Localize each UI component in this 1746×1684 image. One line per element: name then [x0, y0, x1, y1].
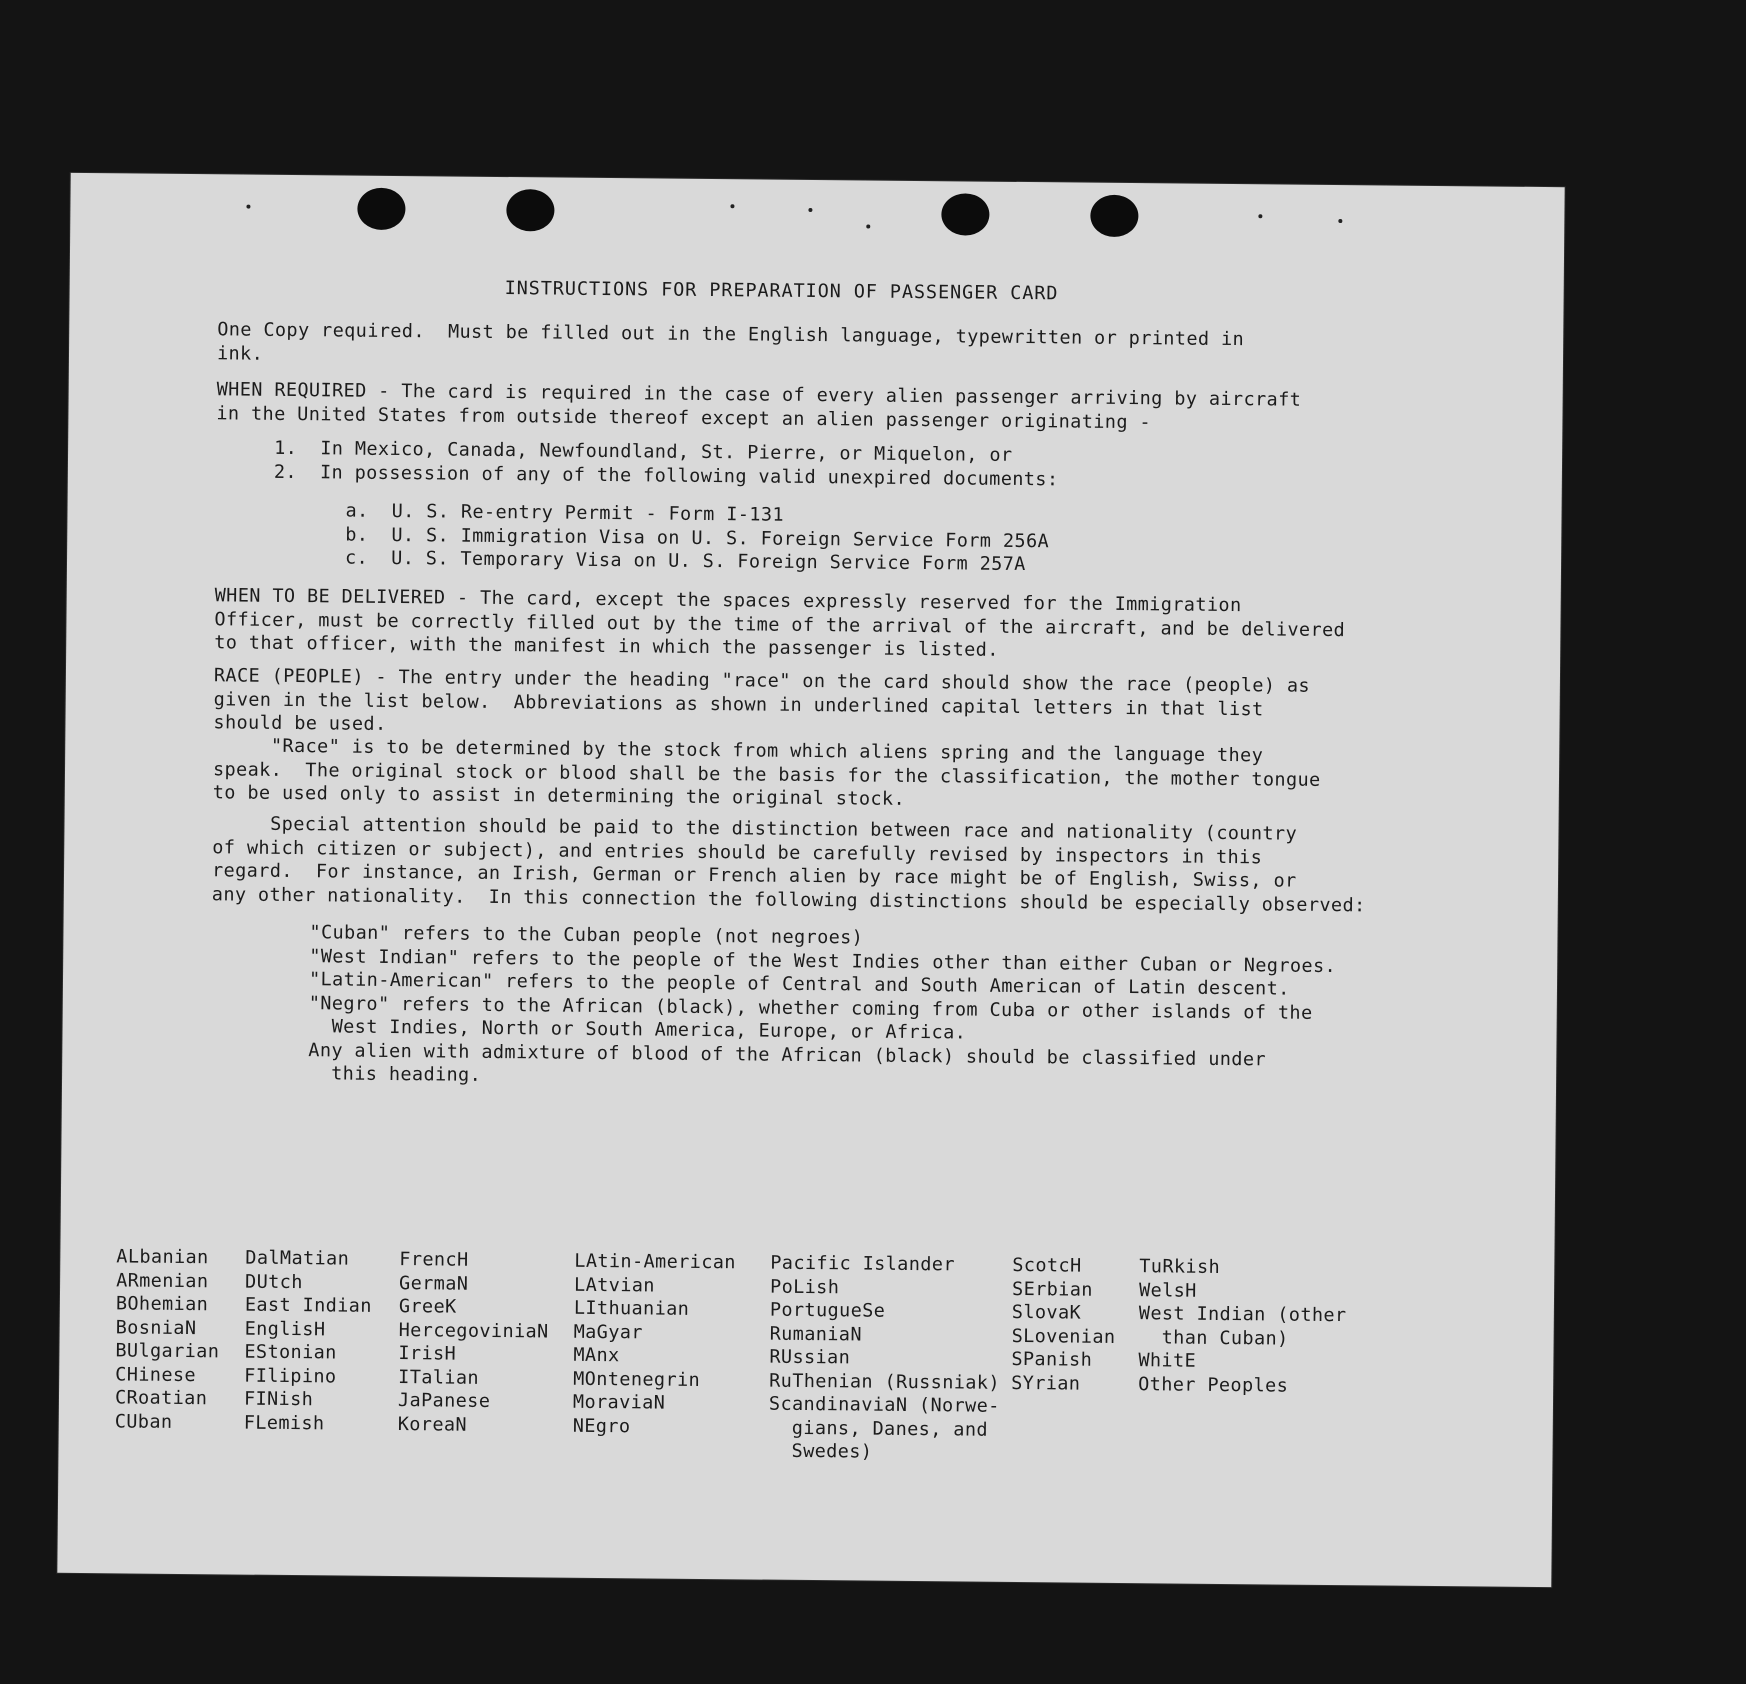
document-title: INSTRUCTIONS FOR PREPARATION OF PASSENGER CARD: [504, 278, 1059, 305]
race-entry: TuRkish: [1139, 1256, 1221, 1278]
para-race-definition: "Race" is to be determined by the stock from which aliens spring and the language they speak. The original stock or blood shall be the basis for the classification, the mother tongue to be used only to assist in determining the original stock.: [212, 735, 1321, 810]
dust-speck: [1258, 214, 1262, 218]
race-entry: than Cuban): [1138, 1326, 1289, 1350]
race-entry: East Indian: [244, 1294, 372, 1317]
race-entry: ARmenian: [116, 1269, 209, 1292]
race-entry: gians, Danes, and: [768, 1417, 989, 1441]
race-entry: FIlipino: [244, 1365, 337, 1387]
race-column: [115, 1245, 221, 1434]
race-entry: SPanish: [1011, 1348, 1093, 1371]
list-lettered: a. U. S. Re-entry Permit - Form I-131 b. U. S. Immigration Visa on U. S. Foreign Service Form 256A c. U. S. Temporary Visa on U. S. Foreign Service Form 257A: [344, 500, 1050, 576]
race-entry: SlovaK: [1011, 1301, 1082, 1324]
para-race: RACE (PEOPLE) - The entry under the heading "race" on the card should show the race (people) as given in the list below. Abbreviations as shown in underlined capital letters in that list should be used.: [213, 665, 1311, 735]
race-entry: FLemish: [243, 1412, 325, 1434]
race-entry: SLovenian: [1011, 1325, 1116, 1348]
race-column: [1138, 1255, 1347, 1398]
punch-hole: [1090, 195, 1138, 237]
para-copy: One Copy required. Must be filled out in the English language, typewritten or printed in ink.: [216, 319, 1245, 365]
race-entry: WelsH: [1138, 1279, 1197, 1302]
race-entry: CHinese: [115, 1363, 197, 1386]
race-entry: CRoatian: [114, 1387, 208, 1410]
dust-speck: [808, 208, 812, 212]
dust-speck: [730, 204, 734, 208]
race-column: [573, 1250, 736, 1440]
race-entry: FINish: [243, 1388, 314, 1411]
race-entry: GermaN: [399, 1272, 469, 1295]
race-entry: MaGyar: [573, 1321, 643, 1343]
race-entry: Pacific Islander: [770, 1252, 956, 1276]
race-entry: GreeK: [398, 1296, 457, 1318]
race-entry: BosniaN: [115, 1316, 197, 1339]
race-entry: HercegoviniaN: [398, 1319, 549, 1343]
dust-speck: [866, 225, 870, 229]
race-entry: ALbanian: [116, 1246, 209, 1269]
race-entry: IrisH: [398, 1343, 457, 1365]
race-entry: PoLish: [769, 1276, 840, 1298]
race-entry: CUban: [114, 1410, 173, 1433]
race-column: [244, 1247, 373, 1436]
race-entry: Other Peoples: [1138, 1373, 1289, 1397]
race-entry: West Indian (other: [1138, 1303, 1347, 1327]
race-entry: DUtch: [245, 1271, 303, 1293]
race-entry: SErbian: [1011, 1278, 1093, 1301]
punch-hole: [357, 188, 405, 230]
race-entry: EStonian: [244, 1341, 337, 1364]
race-entry: ScotcH: [1012, 1254, 1082, 1277]
dust-speck: [246, 205, 250, 209]
race-entry: RuThenian (Russniak): [769, 1370, 1001, 1394]
race-entry: Swedes): [768, 1440, 873, 1463]
race-entry: KoreaN: [397, 1413, 468, 1436]
race-entry: SYrian: [1011, 1372, 1081, 1395]
race-entry: EnglisH: [244, 1318, 326, 1340]
race-entry: ScandinaviaN (Norwe-: [768, 1393, 1000, 1417]
race-column: [398, 1248, 550, 1437]
para-special-attention: Special attention should be paid to the distinction between race and nationality (country of which citizen or subject), and entries should be carefully revised by inspectors in this regard. For instance, an Irish, German or French alien by race might be of English, Swiss, or any other nationality. In this connection the following distinctions should be especially observed:: [211, 813, 1366, 916]
race-entry: NEgro: [572, 1415, 631, 1437]
race-entry: BOhemian: [115, 1293, 209, 1316]
race-entry: JaPanese: [397, 1390, 491, 1412]
race-entry: LIthuanian: [573, 1297, 690, 1320]
race-entry: MoraviaN: [572, 1391, 666, 1414]
punch-hole: [941, 193, 989, 235]
race-entry: RumaniaN: [769, 1323, 863, 1346]
list-numbered: 1. In Mexico, Canada, Newfoundland, St. Pierre, or Miquelon, or 2. In possession of any of the following valid unexpired documents:: [273, 437, 1059, 490]
distinctions-list: "Cuban" refers to the Cuban people (not negroes) "West Indian" refers to the people of the West Indies other than either Cuban or Negroes. "Latin-American" refers to the people of Central and South American of Latin descent. "Negro" refers to the African (black), whether coming from Cuba or other islands of the West Indies, North or South America, Europe, or Africa. Any alien with admixture of blood of the African (black) should be classified under this heading.: [308, 922, 1337, 1086]
dust-speck: [1338, 219, 1342, 223]
document-page: [57, 173, 1564, 1587]
race-entry: FrencH: [399, 1249, 469, 1271]
race-column: [768, 1252, 1001, 1466]
race-entry: RUssian: [769, 1346, 851, 1369]
race-entry: ITalian: [398, 1366, 480, 1389]
race-entry: PortugueSe: [769, 1299, 886, 1322]
race-entry: DalMatian: [245, 1247, 350, 1270]
punch-hole: [506, 189, 554, 231]
para-when-delivered: WHEN TO BE DELIVERED - The card, except the spaces expressly reserved for the Immigration Officer, must be correctly filled out by the time of the arrival of the aircraft, and be delivered to that officer, with the manifest in which the passenger is listed.: [214, 585, 1346, 661]
race-entry: MAnx: [573, 1344, 620, 1367]
race-entry: LAtin-American: [574, 1250, 736, 1274]
race-entry: MOntenegrin: [573, 1368, 701, 1391]
race-entry: WhitE: [1138, 1350, 1197, 1372]
race-entry: BUlgarian: [115, 1340, 220, 1363]
race-column: [1011, 1254, 1116, 1396]
para-when-required: WHEN REQUIRED - The card is required in the case of every alien passenger arriving by aircraft in the United States from outside thereof except an alien passenger originating -: [216, 379, 1302, 433]
race-entry: LAtvian: [574, 1274, 655, 1297]
